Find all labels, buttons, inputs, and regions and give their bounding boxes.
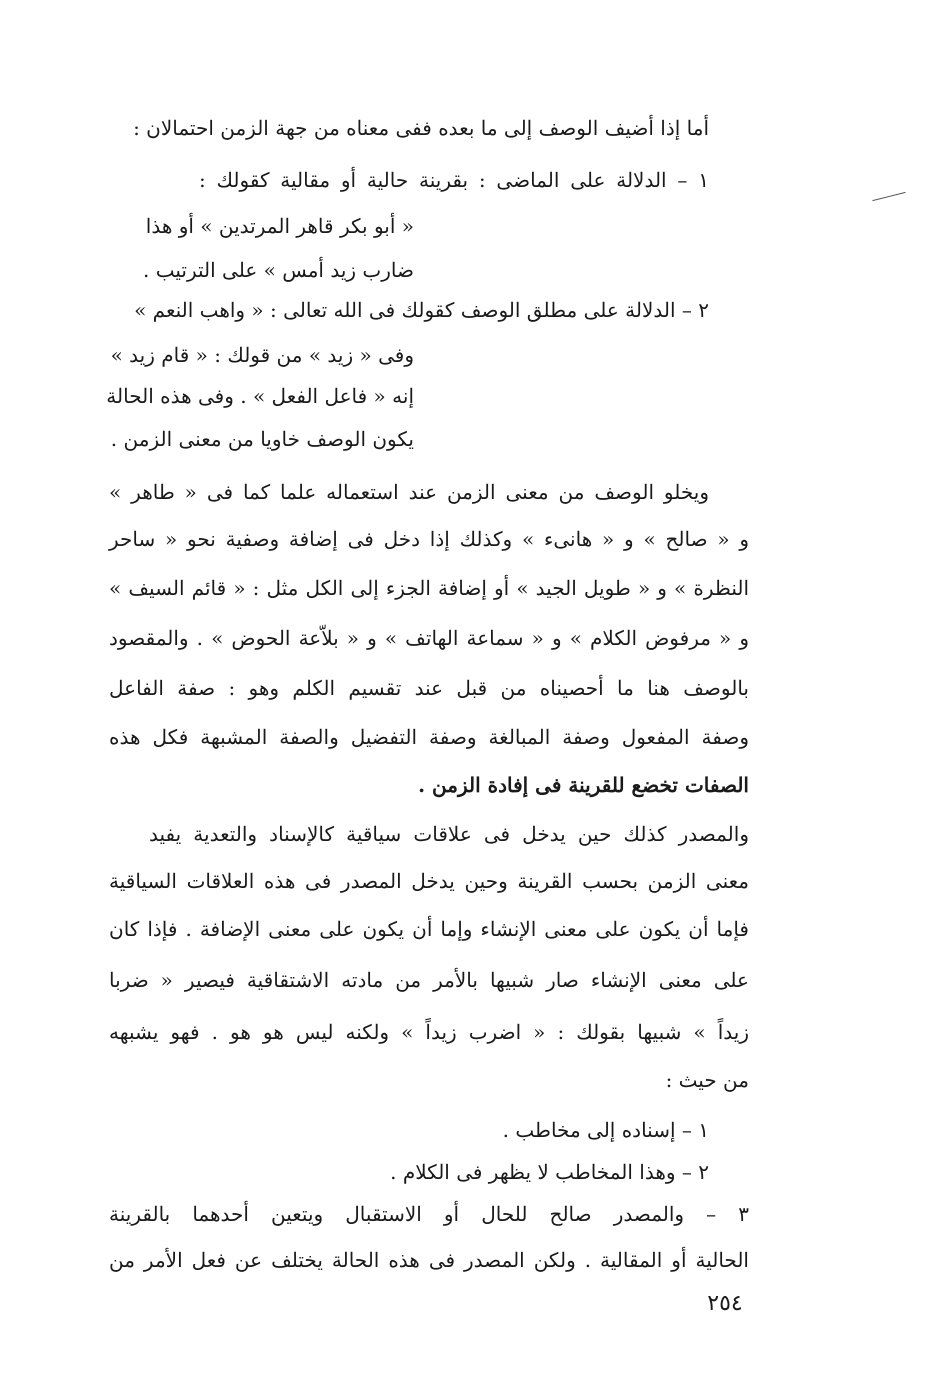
text-line: وفى « زيد » من قولك : « قام زيد » (110, 343, 414, 367)
text-line: الصفات تخضع للقرينة فى إفادة الزمن . (418, 773, 749, 797)
text-line: وصفة المفعول وصفة المبالغة وصفة التفضيل والصفة المشبهة فكل هذه (109, 725, 749, 749)
margin-pencil-mark (872, 192, 905, 201)
text-line: معنى الزمن بحسب القرينة وحين يدخل المصدر فى هذه العلاقات السياقية (109, 869, 749, 893)
text-line: الحالية أو المقالية . ولكن المصدر فى هذه الحالة يختلف عن فعل الأمر من (109, 1248, 749, 1272)
text-line: النظرة » و « طويل الجيد » أو إضافة الجزء إلى الكل مثل : « قائم السيف » (109, 576, 750, 600)
text-line: زيداً » شبيها بقولك : « اضرب زيداً » ولكنه ليس هو هو . فهو يشبهه (109, 1020, 749, 1044)
page-number: ٢٥٤ (707, 1291, 743, 1316)
text-line: إنه « فاعل الفعل » . وفى هذه الحالة (106, 384, 414, 408)
text-line: على معنى الإنشاء صار شبيها بالأمر من مادته الاشتقاقية فيصير « ضربا (109, 968, 749, 992)
text-line: و « مرفوض الكلام » و « سماعة الهاتف » و « بلاّعة الحوض » . والمقصود (109, 626, 749, 650)
text-line: « أبو بكر قاهر المرتدين » أو هذا (145, 214, 414, 238)
text-line: بالوصف هنا ما أحصيناه من قبل عند تقسيم الكلم وهو : صفة الفاعل (109, 676, 749, 700)
list-item: ١ – إسناده إلى مخاطب . (502, 1118, 709, 1142)
list-item: ٢ – وهذا المخاطب لا يظهر فى الكلام . (390, 1160, 709, 1184)
text-line: فإما أن يكون على معنى الإنشاء وإما أن يكون على معنى الإضافة . فإذا كان (109, 917, 749, 941)
text-line: يكون الوصف خاويا من معنى الزمن . (110, 427, 414, 451)
text-line: و « صالح » و « هانىء » وكذلك إذا دخل فى إضافة وصفية نحو « ساحر (109, 527, 749, 551)
list-item: ٣ – والمصدر صالح للحال أو الاستقبال ويتعين أحدهما بالقرينة (109, 1202, 749, 1226)
text-line: ضارب زيد أمس » على الترتيب . (143, 258, 414, 282)
text-line: ويخلو الوصف من معنى الزمن عند استعماله علما كما فى « طاهر » (109, 480, 709, 504)
text-line: والمصدر كذلك حين يدخل فى علاقات سياقية كالإسناد والتعدية يفيد (149, 822, 749, 846)
text-line: أما إذا أضيف الوصف إلى ما بعده ففى معناه من جهة الزمن احتمالان : (133, 116, 709, 140)
text-line: ١ – الدلالة على الماضى : بقرينة حالية أو مقالية كقولك : (199, 168, 709, 192)
text-line: ٢ – الدلالة على مطلق الوصف كقولك فى الله تعالى : « واهب النعم » (134, 298, 709, 322)
text-line: من حيث : (665, 1068, 749, 1092)
